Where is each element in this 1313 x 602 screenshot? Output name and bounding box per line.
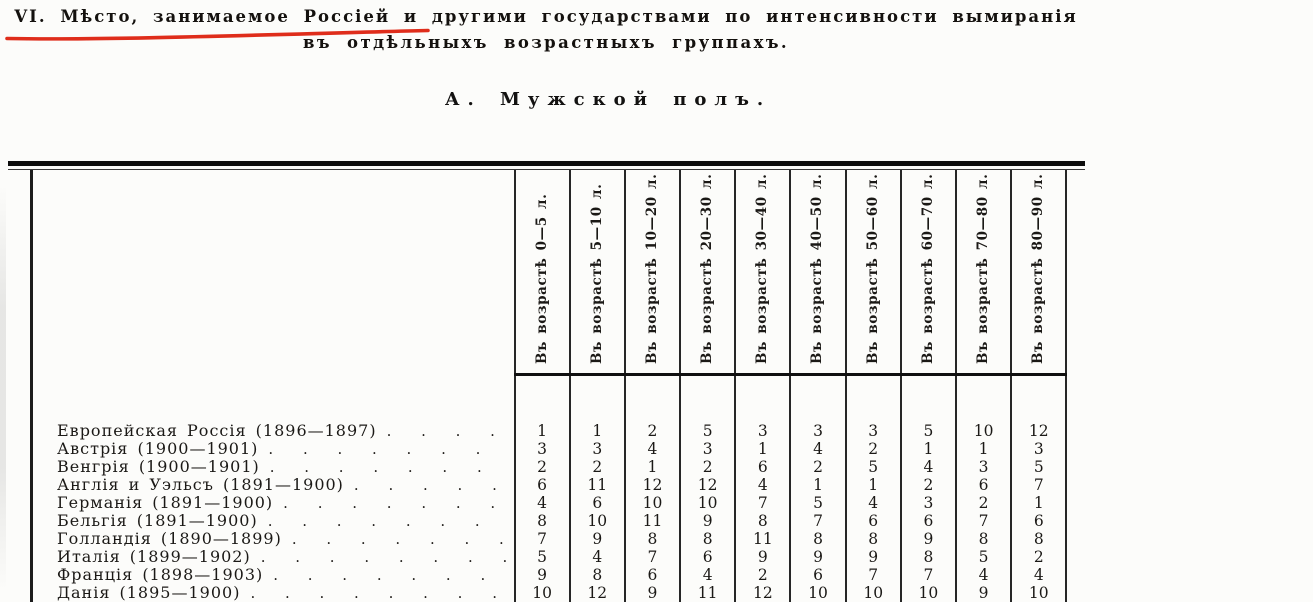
gap-cell — [1011, 375, 1066, 423]
rank-cell: 3 — [515, 440, 570, 458]
dot-leader — [270, 458, 508, 476]
rank-cell: 1 — [956, 440, 1011, 458]
rank-cell: 10 — [956, 422, 1011, 440]
column-header — [680, 170, 735, 375]
column-header-label: Въ возрастѣ 70—80 л. — [975, 173, 991, 364]
rank-cell: 4 — [625, 440, 680, 458]
rank-cell: 8 — [680, 530, 735, 548]
rank-cell: 3 — [846, 422, 901, 440]
rank-cell: 11 — [680, 584, 735, 602]
rank-cell: 10 — [1011, 584, 1066, 602]
rank-cell: 3 — [790, 422, 845, 440]
rank-cell: 7 — [846, 566, 901, 584]
country-cell — [32, 584, 515, 602]
rank-cell: 9 — [570, 530, 625, 548]
header-gap-row — [32, 375, 1067, 423]
rank-cell: 5 — [515, 548, 570, 566]
rank-cell: 12 — [680, 476, 735, 494]
rank-cell: 9 — [956, 584, 1011, 602]
rank-cell: 2 — [625, 422, 680, 440]
rank-cell: 8 — [790, 530, 845, 548]
rank-cell: 5 — [790, 494, 845, 512]
country-label: Данія (1895—1900) — [57, 584, 241, 602]
rank-cell: 6 — [570, 494, 625, 512]
rank-cell: 2 — [515, 458, 570, 476]
rank-cell: 9 — [901, 530, 956, 548]
rank-cell: 2 — [846, 440, 901, 458]
rank-cell: 5 — [901, 422, 956, 440]
dot-leader — [261, 548, 508, 566]
rank-cell: 3 — [901, 494, 956, 512]
rank-cell: 6 — [625, 566, 680, 584]
country-label: Италія (1899—1902) — [57, 548, 251, 566]
rank-cell: 9 — [625, 584, 680, 602]
rank-cell: 3 — [735, 422, 790, 440]
country-label: Голландія (1890—1899) — [57, 530, 282, 548]
rank-cell: 6 — [1011, 512, 1066, 530]
gap-cell — [570, 375, 625, 423]
country-cell — [32, 440, 515, 458]
rank-cell: 2 — [956, 494, 1011, 512]
country-label: Венгрія (1900—1901) — [57, 458, 260, 476]
column-header-label: Въ возрастѣ 30—40 л. — [754, 173, 771, 364]
column-header — [1011, 170, 1066, 375]
rank-cell: 12 — [735, 584, 790, 602]
country-label: Европейская Россія (1896—1897) — [57, 422, 377, 440]
gap-cell — [956, 375, 1011, 423]
rank-cell: 8 — [735, 512, 790, 530]
rank-cell: 4 — [1011, 566, 1066, 584]
rank-cell: 7 — [625, 548, 680, 566]
rank-cell: 8 — [515, 512, 570, 530]
gap-cell — [32, 375, 515, 423]
dot-leader — [292, 530, 508, 548]
rank-cell: 1 — [846, 476, 901, 494]
table-top-rule-thick — [8, 161, 1085, 166]
rank-cell: 7 — [956, 512, 1011, 530]
rank-cell: 10 — [680, 494, 735, 512]
rank-cell: 4 — [901, 458, 956, 476]
country-row — [32, 584, 1067, 602]
rank-cell: 9 — [790, 548, 845, 566]
rank-cell: 6 — [515, 476, 570, 494]
gap-cell — [735, 375, 790, 423]
heading-block — [0, 0, 1092, 110]
rank-cell: 3 — [956, 458, 1011, 476]
rank-cell: 1 — [1011, 494, 1066, 512]
rank-cell: 6 — [901, 512, 956, 530]
rank-cell: 1 — [515, 422, 570, 440]
country-label: Англія и Уэльсъ (1891—1900) — [57, 476, 344, 494]
rank-cell: 4 — [680, 566, 735, 584]
gap-cell — [680, 375, 735, 423]
rank-cell: 3 — [680, 440, 735, 458]
column-header-label: Въ возрастѣ 20—30 л. — [699, 173, 716, 364]
column-header — [846, 170, 901, 375]
rank-cell: 11 — [735, 530, 790, 548]
rank-cell: 6 — [790, 566, 845, 584]
rank-cell: 8 — [1011, 530, 1066, 548]
rank-cell: 5 — [956, 548, 1011, 566]
column-header-label: Въ возрастѣ 50—60 л. — [864, 173, 881, 364]
rank-cell: 7 — [1011, 476, 1066, 494]
rank-cell: 8 — [901, 548, 956, 566]
rank-cell: 7 — [790, 512, 845, 530]
rank-cell: 4 — [846, 494, 901, 512]
rank-cell: 2 — [901, 476, 956, 494]
rank-cell: 2 — [790, 458, 845, 476]
column-header-label: Въ возрастѣ 40—50 л. — [809, 173, 826, 364]
table-header-row — [32, 170, 1067, 375]
rank-cell: 10 — [846, 584, 901, 602]
country-row — [32, 566, 1067, 584]
country-label: Франція (1898—1903) — [57, 566, 264, 584]
rank-cell: 3 — [570, 440, 625, 458]
rank-cell: 8 — [956, 530, 1011, 548]
rank-cell: 7 — [901, 566, 956, 584]
dot-leader — [273, 566, 507, 584]
dot-leader — [268, 440, 507, 458]
country-cell — [32, 458, 515, 476]
country-row — [32, 548, 1067, 566]
rank-cell: 4 — [790, 440, 845, 458]
rank-cell: 9 — [680, 512, 735, 530]
rank-cell: 2 — [680, 458, 735, 476]
column-header-label: Въ возрастѣ 5—10 л. — [588, 183, 605, 364]
rank-cell: 6 — [680, 548, 735, 566]
country-row — [32, 422, 1067, 440]
country-row — [32, 512, 1067, 530]
rank-cell: 10 — [901, 584, 956, 602]
dot-leader — [387, 422, 508, 440]
dot-leader — [250, 584, 507, 602]
column-header — [901, 170, 956, 375]
rank-cell: 11 — [570, 476, 625, 494]
rank-cell: 4 — [515, 494, 570, 512]
country-row — [32, 494, 1067, 512]
country-cell — [32, 422, 515, 440]
rank-cell: 2 — [570, 458, 625, 476]
rank-cell: 1 — [570, 422, 625, 440]
rank-cell: 2 — [735, 566, 790, 584]
dot-leader — [354, 476, 508, 494]
country-cell — [32, 494, 515, 512]
country-label: Бельгія (1891—1900) — [57, 512, 258, 530]
rank-cell: 5 — [846, 458, 901, 476]
rank-cell: 6 — [735, 458, 790, 476]
rank-cell: 10 — [625, 494, 680, 512]
rank-cell: 7 — [735, 494, 790, 512]
column-header — [956, 170, 1011, 375]
rank-cell: 8 — [846, 530, 901, 548]
scan-shadow — [0, 185, 6, 590]
rank-cell: 5 — [1011, 458, 1066, 476]
column-header — [735, 170, 790, 375]
gap-cell — [625, 375, 680, 423]
dot-leader — [268, 512, 508, 530]
country-label: Австрія (1900—1901) — [57, 440, 259, 458]
ranking-table — [30, 170, 1067, 602]
country-label: Германія (1891—1900) — [57, 494, 274, 512]
page-title-line2: въ отдѣльныхъ возрастныхъ группахъ. — [302, 33, 790, 52]
rank-cell: 4 — [735, 476, 790, 494]
rank-cell: 4 — [956, 566, 1011, 584]
column-header-label: Въ возрастѣ 80—90 л. — [1030, 173, 1047, 364]
country-row — [32, 440, 1067, 458]
rank-cell: 12 — [1011, 422, 1066, 440]
dot-leader — [283, 494, 507, 512]
rank-cell: 3 — [1011, 440, 1066, 458]
rank-cell: 9 — [515, 566, 570, 584]
rank-cell: 5 — [680, 422, 735, 440]
country-cell — [32, 566, 515, 584]
country-row — [32, 530, 1067, 548]
page-title-line1: VI. Мѣсто, занимаемое Россіей и другими государствами по интенсивности вымиранія — [14, 7, 1078, 26]
rank-cell: 8 — [625, 530, 680, 548]
rank-cell: 12 — [570, 584, 625, 602]
country-row — [32, 458, 1067, 476]
rank-cell: 10 — [570, 512, 625, 530]
section-heading: А. Мужской полъ. — [444, 89, 772, 110]
rank-cell: 8 — [570, 566, 625, 584]
column-header — [515, 170, 570, 375]
rank-cell: 1 — [790, 476, 845, 494]
column-header — [570, 170, 625, 375]
rank-cell: 6 — [846, 512, 901, 530]
column-header-label: Въ возрастѣ 0—5 л. — [533, 193, 550, 364]
country-cell — [32, 548, 515, 566]
row-label-header-cell — [32, 170, 515, 375]
gap-cell — [515, 375, 570, 423]
column-header — [790, 170, 845, 375]
rank-cell: 10 — [790, 584, 845, 602]
rank-cell: 12 — [625, 476, 680, 494]
rank-cell: 1 — [901, 440, 956, 458]
rank-cell: 4 — [570, 548, 625, 566]
rank-cell: 7 — [515, 530, 570, 548]
rank-cell: 11 — [625, 512, 680, 530]
column-header-label: Въ возрастѣ 10—20 л. — [643, 173, 660, 364]
rank-cell: 2 — [1011, 548, 1066, 566]
gap-cell — [901, 375, 956, 423]
column-header-label: Въ возрастѣ 60—70 л. — [919, 173, 936, 364]
rank-cell: 1 — [735, 440, 790, 458]
rank-cell: 6 — [956, 476, 1011, 494]
rank-cell: 9 — [846, 548, 901, 566]
rank-cell: 1 — [625, 458, 680, 476]
country-cell — [32, 476, 515, 494]
column-header — [625, 170, 680, 375]
country-row — [32, 476, 1067, 494]
gap-cell — [790, 375, 845, 423]
rank-cell: 9 — [735, 548, 790, 566]
country-cell — [32, 530, 515, 548]
country-cell — [32, 512, 515, 530]
gap-cell — [846, 375, 901, 423]
rank-cell: 10 — [515, 584, 570, 602]
